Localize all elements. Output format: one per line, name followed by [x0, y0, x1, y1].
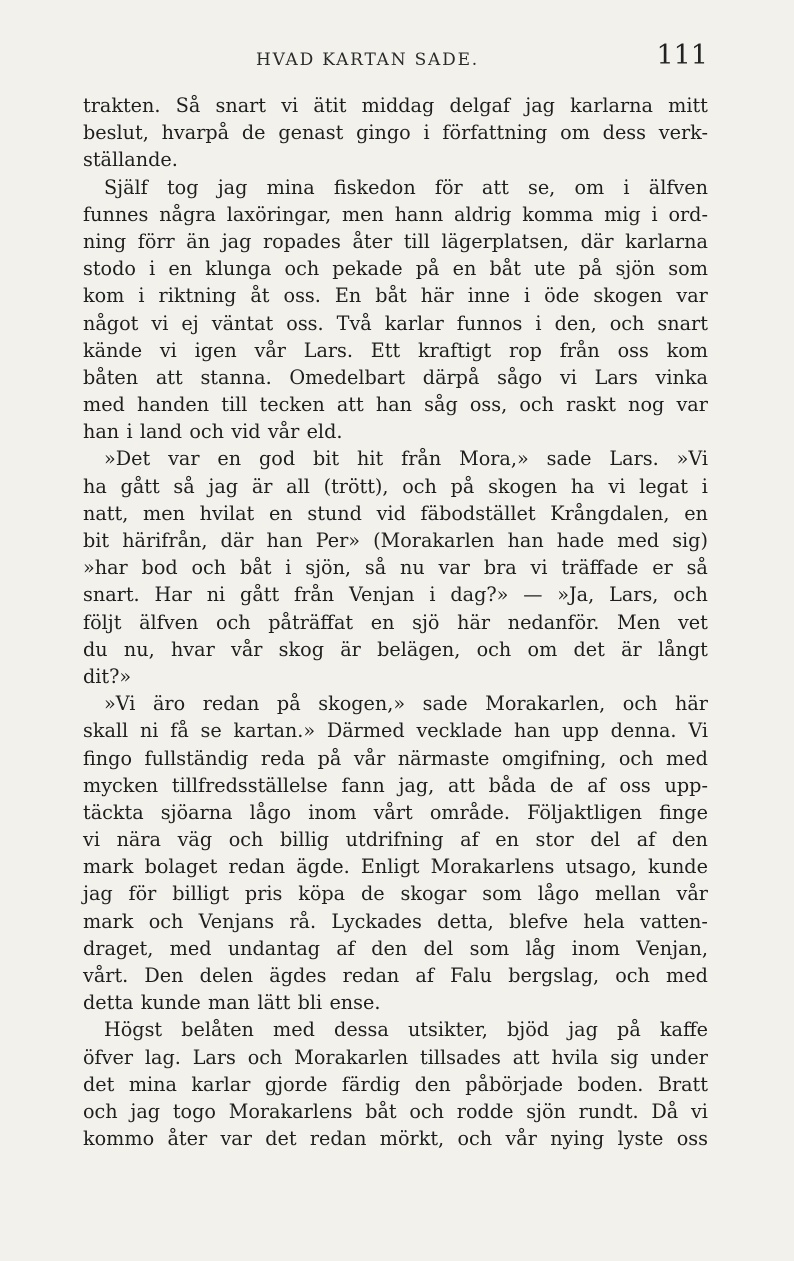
text-line: vårt. Den delen ägdes redan af Falu bergslag, och med	[83, 964, 708, 987]
text-line: täckta sjöarna lågo inom vårt område. Följaktligen finge	[83, 800, 708, 824]
text-line: bit härifrån, där han Per» (Morakarlen han hade med sig)	[83, 529, 708, 552]
text-line: ning förr än jag ropades åter till lägerplatsen, där karlarna	[83, 229, 708, 253]
text-line: öfver lag. Lars och Morakarlen tillsades att hvila sig under	[83, 1045, 708, 1069]
text-line: han i land och vid vår eld.	[83, 420, 343, 444]
text-line: snart. Har ni gått från Venjan i dag?» — »Ja, Lars, och	[83, 583, 708, 607]
text-line: och jag togo Morakarlens båt och rodde sjön rundt. Då vi	[83, 1099, 708, 1123]
text-line: kände vi igen vår Lars. Ett kraftigt rop från oss kom	[83, 338, 708, 362]
text-line: mycken tillfredsställelse fann jag, att båda de af oss upp-	[83, 773, 708, 797]
text-line: trakten. Så snart vi ätit middag delgaf jag karlarna mitt	[83, 94, 708, 117]
text-line: skall ni få se kartan.» Därmed vecklade han upp denna. Vi	[83, 719, 708, 743]
text-line: mark och Venjans rå. Lyckades detta, blefve hela vatten-	[83, 909, 708, 933]
text-line: vi nära väg och billig utdrifning af en stor del af den	[83, 828, 708, 852]
text-line: stodo i en klunga och pekade på en båt ute på sjön som	[83, 257, 708, 281]
text-line: dit?»	[83, 664, 132, 688]
body-text	[83, 92, 708, 1152]
text-line: »har bod och båt i sjön, så nu var bra vi träffade er så	[83, 556, 708, 580]
page-header	[83, 38, 708, 78]
text-line: Själf tog jag mina fiskedon för att se, om i älfven	[104, 175, 708, 199]
text-line: båten att stanna. Omedelbart därpå sågo vi Lars vinka	[83, 365, 708, 389]
text-line: draget, med undantag af den del som låg inom Venjan,	[83, 936, 708, 960]
text-line: med handen till tecken att han såg oss, och raskt nog var	[83, 393, 708, 417]
text-line: det mina karlar gjorde färdig den påbörjade boden. Bratt	[83, 1072, 708, 1096]
text-line: fingo fullständig reda på vår närmaste omgifning, och med	[83, 746, 708, 770]
text-line: kom i riktning åt oss. En båt här inne i öde skogen var	[83, 284, 708, 308]
text-line: beslut, hvarpå de genast gingo i författning om dess verk-	[83, 121, 708, 145]
text-line: mark bolaget redan ägde. Enligt Morakarlens utsago, kunde	[83, 855, 708, 879]
text-line: funnes några laxöringar, men hann aldrig komma mig i ord-	[83, 202, 708, 226]
text-line: du nu, hvar vår skog är belägen, och om det är långt	[83, 637, 708, 661]
text-line: följt älfven och påträffat en sjö här nedanför. Men vet	[83, 610, 708, 634]
running-title: HVAD KARTAN SADE.	[256, 50, 479, 70]
text-line: Högst belåten med dessa utsikter, bjöd jag på kaffe	[104, 1018, 708, 1042]
text-line: »Det var en god bit hit från Mora,» sade Lars. »Vi	[104, 447, 708, 471]
text-line: ställande.	[83, 148, 178, 172]
text-line: ha gått så jag är all (trött), och på skogen ha vi legat i	[83, 474, 708, 498]
text-line: kommo åter var det redan mörkt, och vår nying lyste oss	[83, 1127, 708, 1151]
page-number: 111	[656, 40, 708, 71]
text-line: natt, men hvilat en stund vid fäbodstället Krångdalen, en	[83, 501, 708, 525]
text-line: »Vi äro redan på skogen,» sade Morakarlen, och här	[104, 692, 708, 716]
text-line: något vi ej väntat oss. Två karlar funnos i den, och snart	[83, 311, 708, 335]
text-line: detta kunde man lätt bli ense.	[83, 991, 381, 1015]
text-line: jag för billigt pris köpa de skogar som lågo mellan vår	[83, 882, 708, 906]
